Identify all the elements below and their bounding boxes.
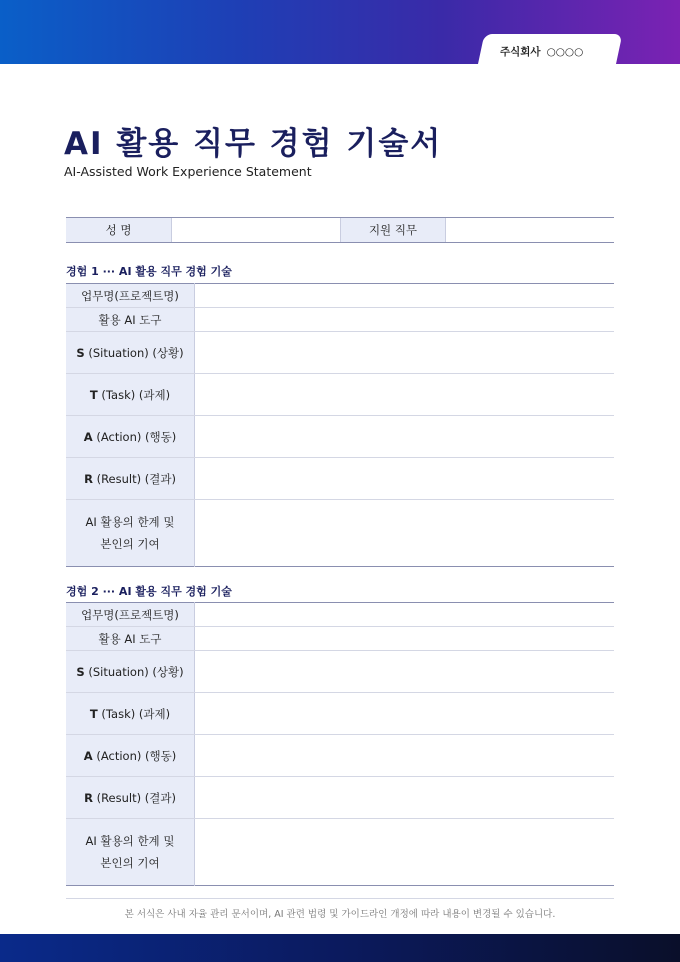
table-row — [66, 651, 614, 693]
table-row — [66, 458, 614, 500]
task-field[interactable] — [195, 374, 615, 416]
table-row — [66, 819, 614, 886]
tools-label: 활용 AI 도구 — [66, 308, 195, 332]
footer-note: 본 서식은 사내 자율 관리 문서이며, AI 관련 법령 및 가이드라인 개정에 따라 내용이 변경될 수 있습니다. — [124, 909, 556, 920]
limitation-field[interactable] — [195, 819, 615, 886]
company-prefix: 주식회사 — [500, 46, 541, 58]
position-label: 지원 직무 — [340, 218, 445, 242]
experience-2-title: 경험 2 ··· AI 활용 직무 경험 기술 — [66, 585, 232, 598]
table-row — [66, 603, 614, 627]
table-row — [66, 735, 614, 777]
action-field[interactable] — [195, 416, 615, 458]
table-row — [66, 627, 614, 651]
table-row — [66, 308, 614, 332]
experience-2-table — [66, 602, 614, 886]
experience-1-title: 경험 1 ··· AI 활용 직무 경험 기술 — [66, 265, 232, 278]
tools-field[interactable] — [195, 308, 615, 332]
situation-field[interactable] — [195, 651, 615, 693]
table-row — [66, 416, 614, 458]
company-label — [500, 44, 610, 62]
tools-field[interactable] — [195, 627, 615, 651]
position-field[interactable] — [445, 218, 614, 242]
result-field[interactable] — [195, 458, 615, 500]
action-label: A (Action) (행동) — [66, 416, 195, 458]
project-field[interactable] — [195, 284, 615, 308]
project-label: 업무명(프로젝트명) — [66, 603, 195, 627]
limitation-label: AI 활용의 한계 및 본인의 기여 — [66, 500, 195, 567]
action-label: A (Action) (행동) — [66, 735, 195, 777]
action-field[interactable] — [195, 735, 615, 777]
footer-gradient-band — [0, 934, 680, 962]
situation-field[interactable] — [195, 332, 615, 374]
page-title: AI 활용 직무 경험 기술서 — [64, 126, 443, 162]
table-row — [66, 777, 614, 819]
company-name: ○○○○ — [546, 46, 584, 58]
limitation-label: AI 활용의 한계 및 본인의 기여 — [66, 819, 195, 886]
situation-label: S (Situation) (상황) — [66, 332, 195, 374]
project-field[interactable] — [195, 603, 615, 627]
page-subtitle: AI-Assisted Work Experience Statement — [64, 164, 312, 179]
task-label: T (Task) (과제) — [66, 374, 195, 416]
task-field[interactable] — [195, 693, 615, 735]
situation-label: S (Situation) (상황) — [66, 651, 195, 693]
result-label: R (Result) (결과) — [66, 458, 195, 500]
table-row — [66, 500, 614, 567]
experience-1-table — [66, 283, 614, 567]
result-field[interactable] — [195, 777, 615, 819]
table-row — [66, 374, 614, 416]
applicant-info-row — [66, 217, 614, 243]
table-row — [66, 332, 614, 374]
name-label: 성 명 — [66, 218, 171, 242]
tools-label: 활용 AI 도구 — [66, 627, 195, 651]
task-label: T (Task) (과제) — [66, 693, 195, 735]
table-row — [66, 693, 614, 735]
table-row — [66, 284, 614, 308]
limitation-field[interactable] — [195, 500, 615, 567]
name-field[interactable] — [171, 218, 340, 242]
project-label: 업무명(프로젝트명) — [66, 284, 195, 308]
result-label: R (Result) (결과) — [66, 777, 195, 819]
footer-divider — [66, 898, 614, 899]
